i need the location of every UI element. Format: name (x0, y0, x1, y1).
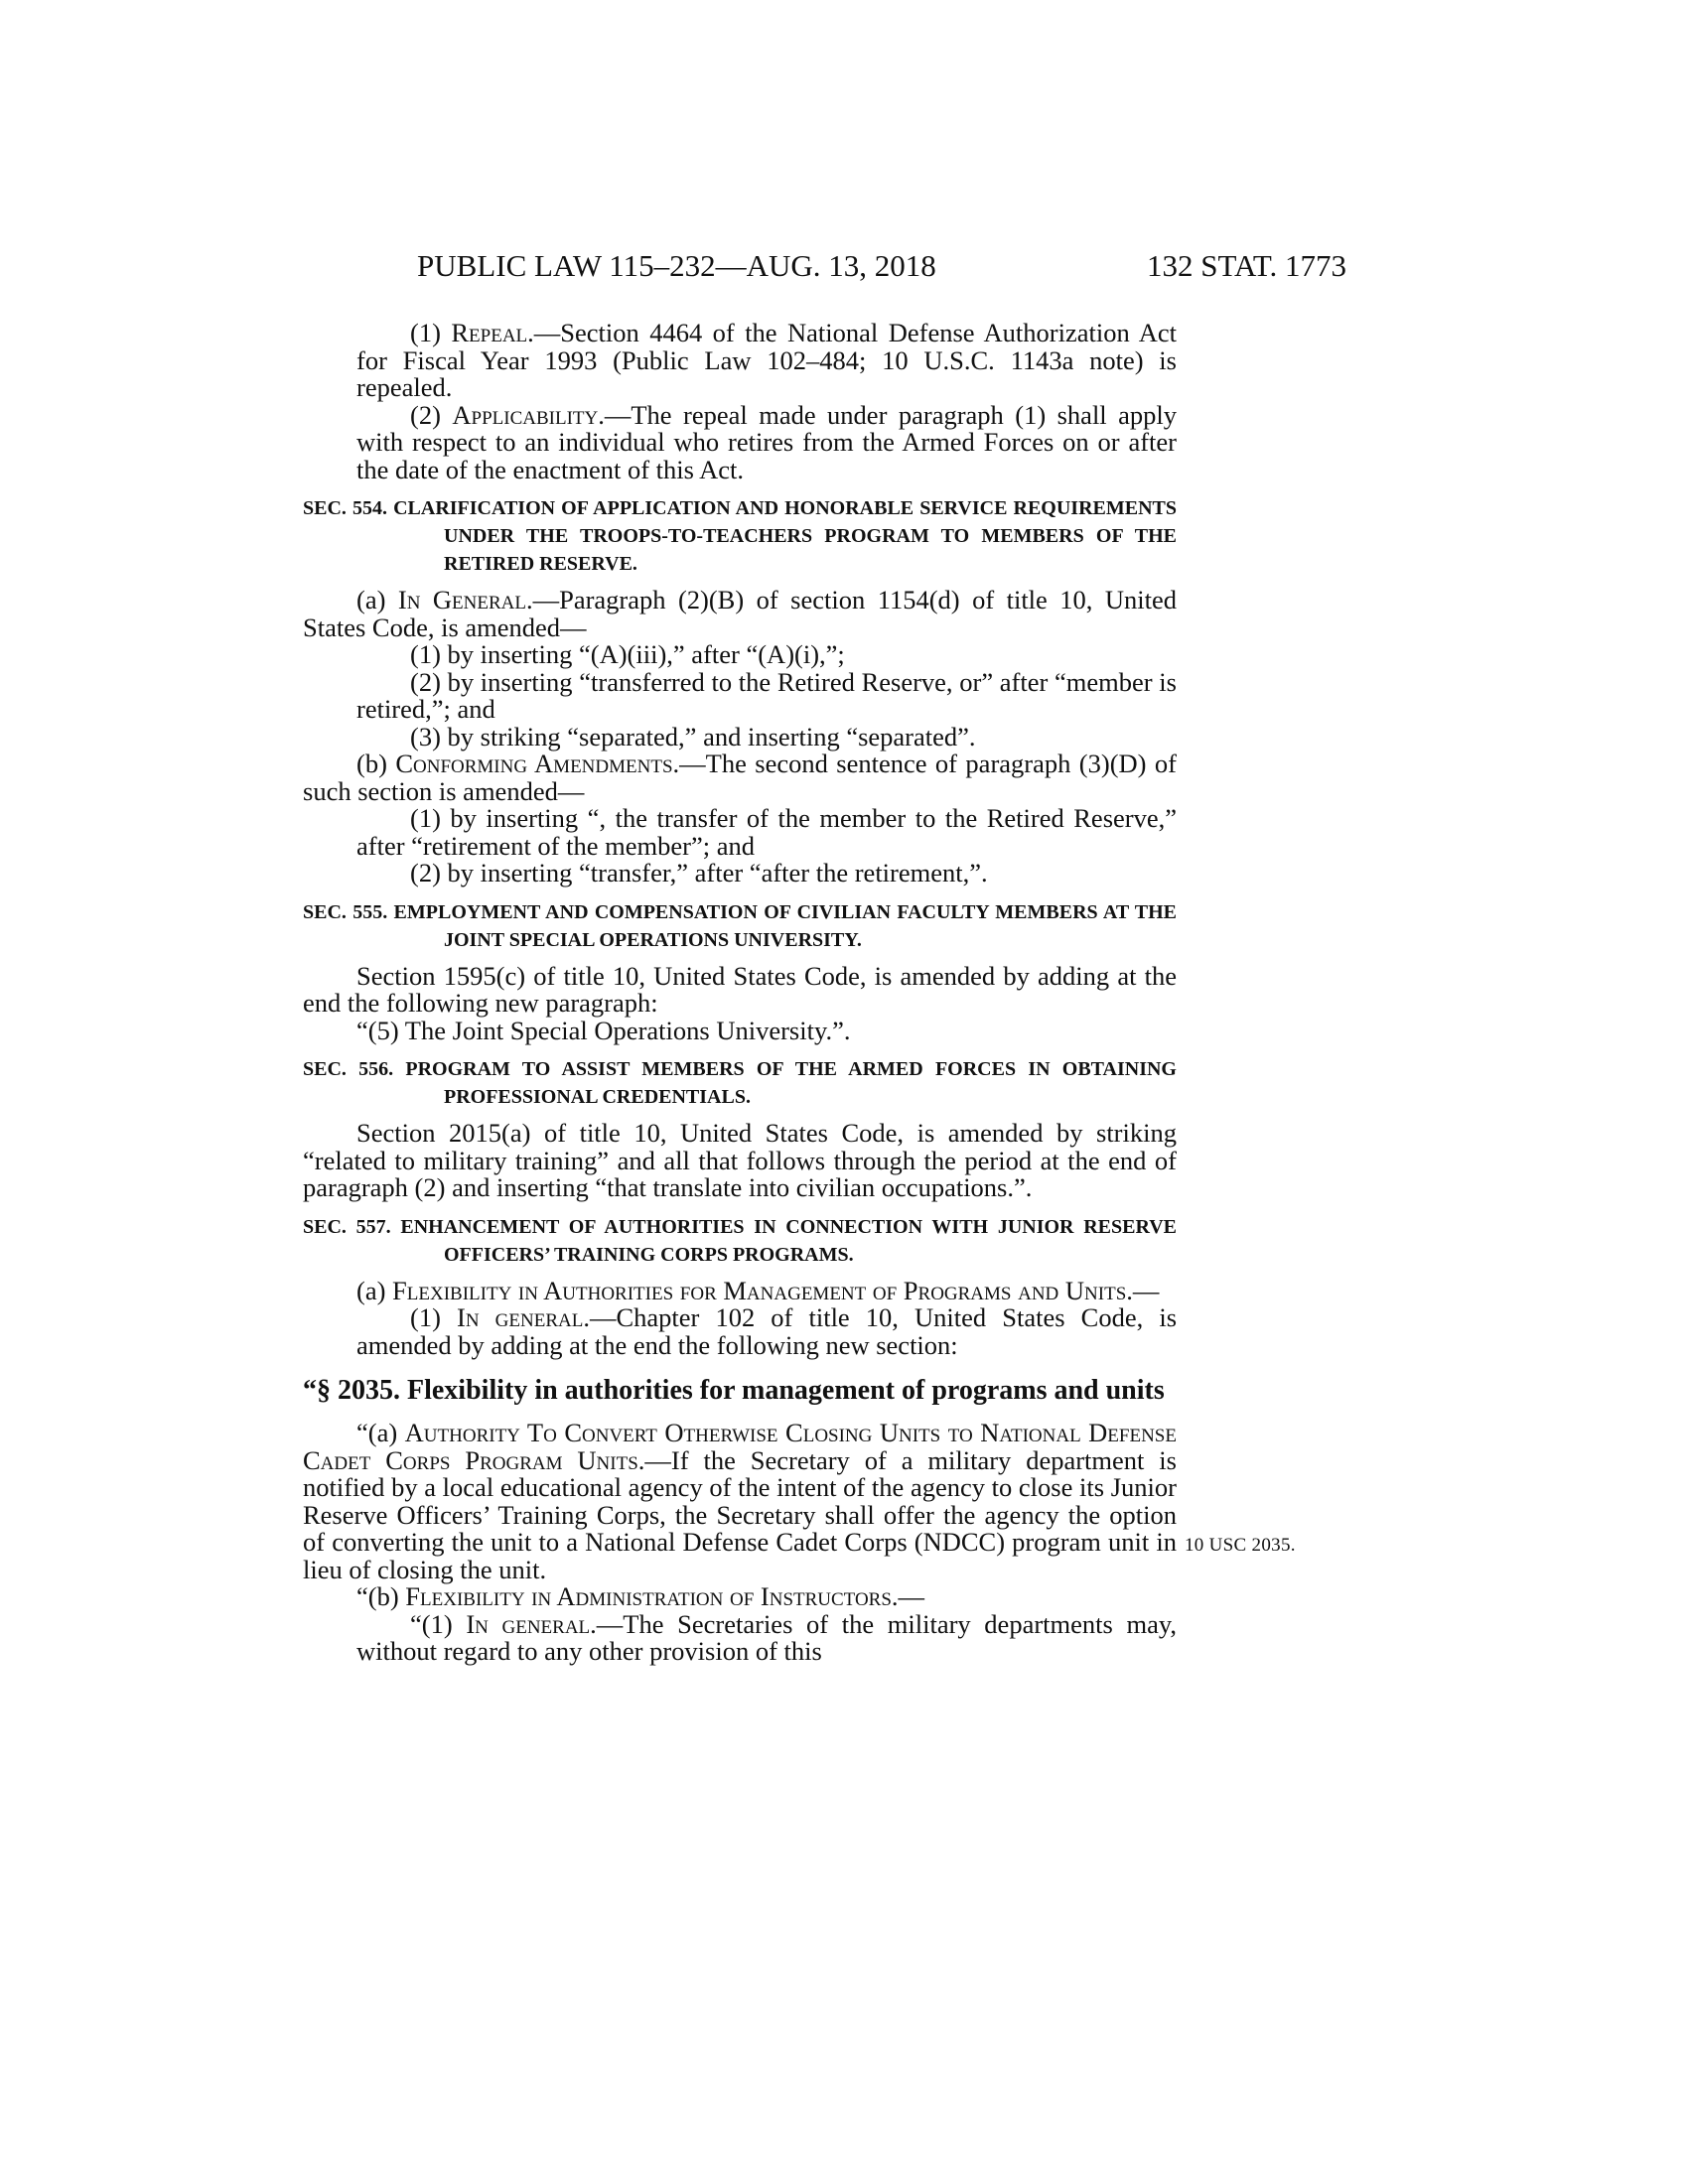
section-2035-subsection-b: “(b) Flexibility in Administration of Instructors.— (356, 1581, 925, 1611)
margin-note-usc: 10 USC 2035. (1185, 1535, 1296, 1556)
paragraph-heading: In general (466, 1608, 591, 1639)
section-556-text: Section 2015(a) of title 10, United States Code, is amended by striking “related to military training” and all that follows through the period at the end of paragraph (2) and inserting “that translate into civilian occupations.”. (303, 1118, 1177, 1202)
section-554-subsection-a: (a) In General.—Paragraph (2)(B) of section 1154(d) of title 10, United States Code, is amended— (303, 585, 1177, 642)
statute-page-number: 132 STAT. 1773 (1147, 248, 1347, 283)
subsection-heading: Conforming Amendments (395, 749, 673, 778)
section-554-a-clause-2: (2) by inserting “transferred to the Retired Reserve, or” after “member is retired,”; and (356, 666, 1177, 724)
paragraph-repeal: (1) Repeal.—Section 4464 of the National Defense Authorization Act for Fiscal Year 1993 (Public Law 102–484; 10 U.S.C. 1143a note) is repealed. (356, 318, 1177, 402)
public-law-citation: PUBLIC LAW 115–232—AUG. 13, 2018 (417, 248, 936, 283)
section-555-text: Section 1595(c) of title 10, United States Code, is amended by adding at the end the following new paragraph: (303, 960, 1177, 1018)
paragraph-heading: In general (457, 1302, 584, 1332)
paragraph-heading: Applicability (452, 399, 599, 430)
subsection-heading: Authority To Convert Otherwise Closing Units to National Defense Cadet Corps Program Units (303, 1418, 1177, 1475)
section-555-heading: SEC. 555. EMPLOYMENT AND COMPENSATION OF CIVILIAN FACULTY MEMBERS AT THE JOINT SPECIAL OPERATIONS UNIVERSITY. (303, 900, 1177, 951)
section-554-b-clause-2: (2) by inserting “transfer,” after “after the retirement,”. (410, 858, 988, 887)
paragraph-applicability: (2) Applicability.—The repeal made under paragraph (1) shall apply with respect to an individual who retires from the Armed Forces on or after the date of the enactment of this Act. (356, 399, 1178, 484)
subsection-heading: In General (397, 585, 526, 614)
section-2035-b-paragraph-1: “(1) In general.—The Secretaries of the military departments may, without regard to any other provision of this (356, 1608, 1177, 1666)
section-2035-heading: “§ 2035. Flexibility in authorities for management of programs and units (303, 1375, 1165, 1406)
section-554-subsection-b: (b) Conforming Amendments.—The second sentence of paragraph (3)(D) of such section is amended— (303, 749, 1177, 806)
section-556-heading: SEC. 556. PROGRAM TO ASSIST MEMBERS OF THE ARMED FORCES IN OBTAINING PROFESSIONAL CREDENTIALS. (303, 1058, 1177, 1108)
subsection-heading: Flexibility in Authorities for Management of Programs and Units (392, 1275, 1127, 1305)
section-554-b-clause-1: (1) by inserting “, the transfer of the member to the Retired Reserve,” after “retirement of the member”; and (356, 803, 1177, 861)
section-2035-subsection-a: “(a) Authority To Convert Otherwise Closing Units to National Defense Cadet Corps Program Units.—If the Secretary of a military department is notified by a local educational agency of the intent of the agency to close its Junior Reserve Officers’ Training Corps, the Secretary shall offer the agency the option of converting the unit to a National Defense Cadet Corps (NDCC) program unit in lieu of closing the unit. (303, 1418, 1177, 1584)
section-557-subsection-a: (a) Flexibility in Authorities for Management of Programs and Units.— (356, 1275, 1160, 1305)
section-557-a-paragraph-1: (1) In general.—Chapter 102 of title 10, United States Code, is amended by adding at the end the following new section: (356, 1302, 1178, 1360)
subsection-heading: Flexibility in Administration of Instructors (405, 1581, 892, 1611)
section-554-a-clause-3: (3) by striking “separated,” and inserting “separated”. (410, 721, 976, 751)
section-554-a-clause-1: (1) by inserting “(A)(iii),” after “(A)(i),”; (410, 639, 845, 669)
paragraph-heading: Repeal (451, 318, 528, 347)
section-557-heading: SEC. 557. ENHANCEMENT OF AUTHORITIES IN CONNECTION WITH JUNIOR RESERVE OFFICERS’ TRAINING CORPS PROGRAMS. (303, 1215, 1177, 1266)
section-554-heading: SEC. 554. CLARIFICATION OF APPLICATION AND HONORABLE SERVICE REQUIREMENTS UNDER THE TROOPS-TO-TEACHERS PROGRAM TO MEMBERS OF THE RETIRED RESERVE. (303, 497, 1177, 575)
section-555-quote: “(5) The Joint Special Operations University.”. (356, 1015, 851, 1045)
running-head (0, 248, 1688, 288)
page-body (303, 320, 1177, 1666)
